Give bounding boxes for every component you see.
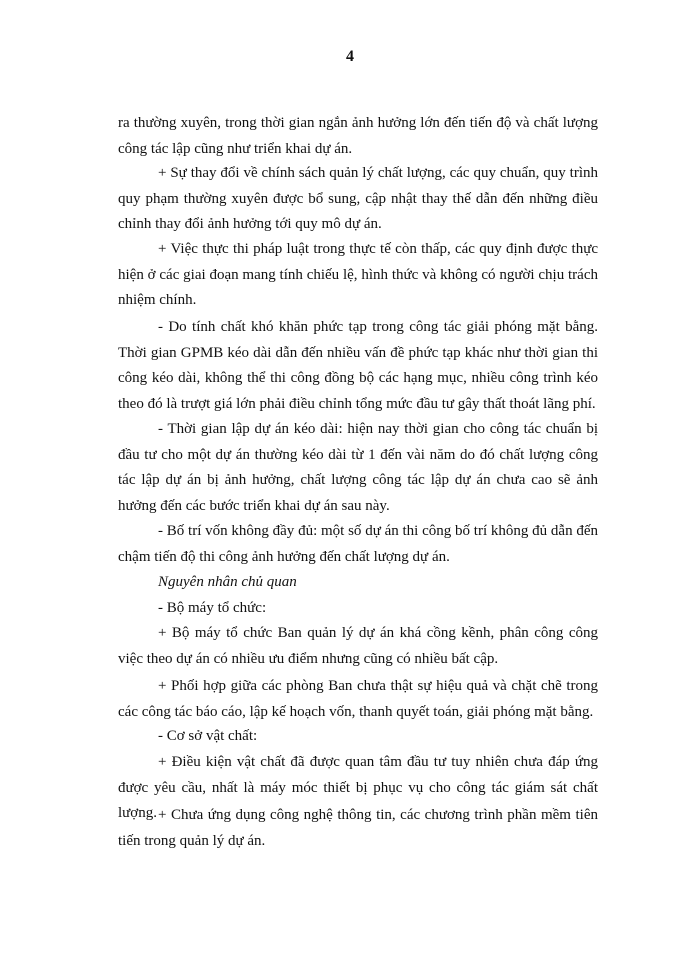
paragraph-policy-changes: + Sự thay đổi về chính sách quản lý chất lượng, các quy chuẩn, quy trình quy phạm thường xuyên được bổ sung, cập nhật thay thế dẫn đến những điều chỉnh thay đổi ảnh hưởng tới quy mô dự án. bbox=[118, 165, 598, 232]
paragraph-facilities-detail: + Điều kiện vật chất đã được quan tâm đầu tư tuy nhiên chưa đáp ứng được yêu cầu, nhất là máy móc thiết bị phục vụ cho công tác giám sát chất lượng. bbox=[118, 754, 598, 821]
paragraph-facilities: - Cơ sở vật chất: bbox=[158, 728, 258, 744]
paragraph-continuation: ra thường xuyên, trong thời gian ngắn ảnh hưởng lớn đến tiến độ và chất lượng công tác lập cũng như triển khai dự án. bbox=[118, 115, 598, 157]
paragraph-organization-detail: + Bộ máy tổ chức Ban quản lý dự án khá cồng kềnh, phân công công việc theo dự án có nhiều ưu điểm nhưng cũng có nhiều bất cập. bbox=[118, 625, 598, 667]
paragraph-site-clearance: - Do tính chất khó khăn phức tạp trong công tác giải phóng mặt bằng. Thời gian GPMB kéo dài dẫn đến nhiều vấn đề phức tạp khác như thời gian thi công kéo dài, không thể thi công đồng bộ các hạng mục, nhiều công trình kéo theo đó là trượt giá lớn phải điều chỉnh tổng mức đầu tư gây thất thoát lãng phí. bbox=[118, 319, 598, 412]
paragraph-law-enforcement: + Việc thực thi pháp luật trong thực tế còn thấp, các quy định được thực hiện ở các giai đoạn mang tính chiếu lệ, hình thức và không có người chịu trách nhiệm chính. bbox=[118, 241, 598, 308]
paragraph-coordination: + Phối hợp giữa các phòng Ban chưa thật sự hiệu quả và chặt chẽ trong các công tác báo cáo, lập kế hoạch vốn, thanh quyết toán, giải phóng mặt bằng. bbox=[118, 678, 598, 720]
heading-subjective-causes: Nguyên nhân chủ quan bbox=[158, 574, 297, 590]
paragraph-organization: - Bộ máy tổ chức: bbox=[158, 600, 267, 616]
paragraph-capital-allocation: - Bố trí vốn không đầy đủ: một số dự án thi công bố trí không đủ dẫn đến chậm tiến độ thi công ảnh hưởng đến chất lượng dự án. bbox=[118, 523, 598, 565]
paragraph-it-application: + Chưa ứng dụng công nghệ thông tin, các chương trình phần mềm tiên tiến trong quản lý dự án. bbox=[118, 807, 598, 849]
page-number: 4 bbox=[346, 48, 354, 65]
paragraph-project-preparation: - Thời gian lập dự án kéo dài: hiện nay thời gian cho công tác chuẩn bị đầu tư cho một dự án thường kéo dài từ 1 đến vài năm do đó chất lượng công tác lập dự án bị ảnh hưởng, chất lượng công tác lập dự án chưa cao sẽ ảnh hưởng đến các bước triển khai dự án sau này. bbox=[118, 421, 598, 514]
